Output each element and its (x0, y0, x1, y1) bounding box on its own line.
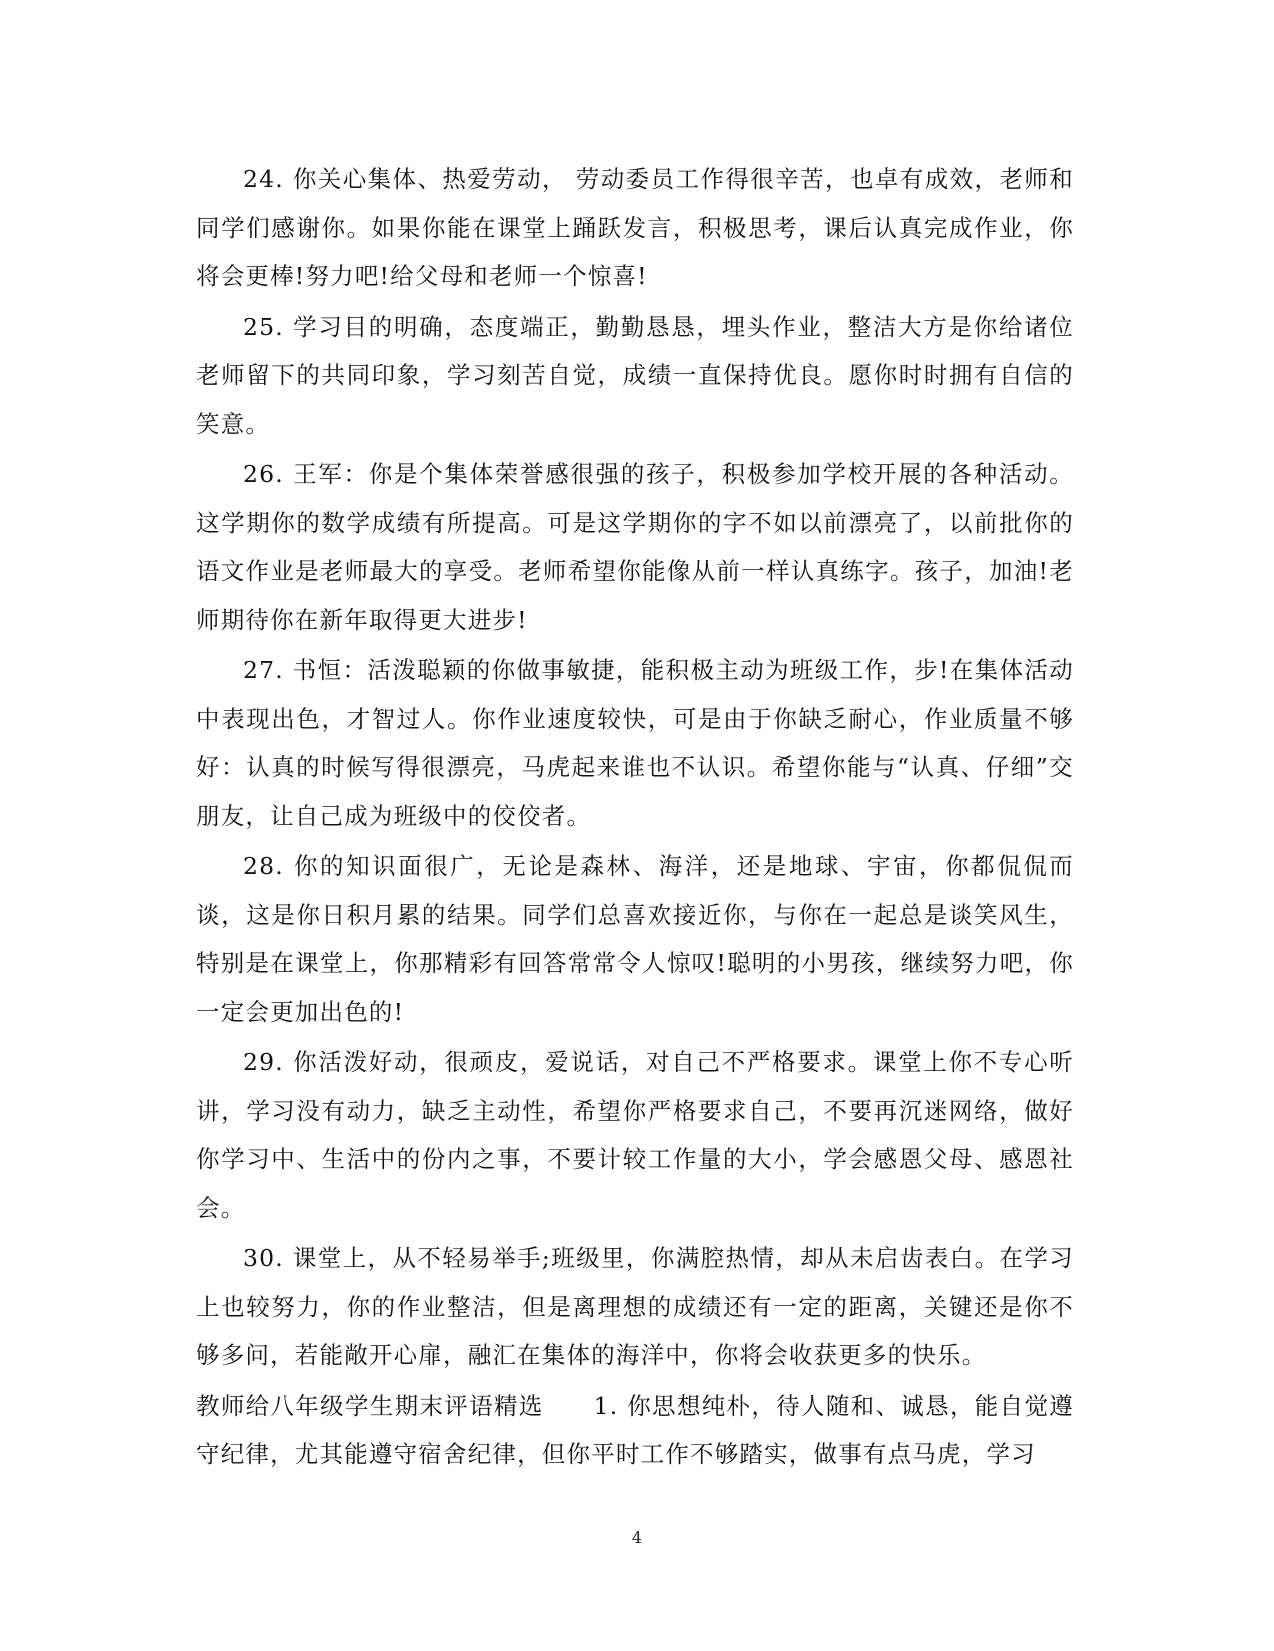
document-body (196, 155, 1074, 1481)
page-number: 4 (631, 1528, 643, 1547)
paragraph-30: 30. 课堂上，从不轻易举手;班级里，你满腔热情，却从未启齿表白。在学习上也较努力，你的作业整洁，但是离理想的成绩还有一定的距离，关键还是你不够多问，若能敞开心扉，融汇在集体的海洋中，你将会收获更多的快乐。 (196, 1244, 1074, 1369)
paragraph-27: 27. 书恒：活泼聪颖的你做事敏捷，能积极主动为班级工作，步!在集体活动中表现出色，才智过人。你作业速度较快，可是由于你缺乏耐心，作业质量不够好：认真的时候写得很漂亮，马虎起来谁也不认识。希望你能与“认真、仔细”交朋友，让自己成为班级中的佼佼者。 (196, 656, 1074, 830)
section-heading: 教师给八年级学生期末评语精选 (196, 1391, 544, 1420)
section-paragraph (196, 1382, 1074, 1479)
paragraph-28: 28. 你的知识面很广，无论是森林、海洋，还是地球、宇宙，你都侃侃而谈，这是你日积月累的结果。同学们总喜欢接近你，与你在一起总是谈笑风生，特别是在课堂上，你那精彩有回答常常令人惊叹!聪明的小男孩，继续努力吧，你一定会更加出色的! (196, 852, 1074, 1026)
paragraph-29: 29. 你活泼好动，很顽皮，爱说话，对自己不严格要求。课堂上你不专心听讲，学习没有动力，缺乏主动性，希望你严格要求自己，不要再沉迷网络，做好你学习中、生活中的份内之事，不要计较工作量的大小，学会感恩父母、感恩社会。 (196, 1048, 1074, 1222)
paragraph-25: 25. 学习目的明确，态度端正，勤勤恳恳，埋头作业，整洁大方是你给诸位老师留下的共同印象，学习刻苦自觉，成绩一直保持优良。愿你时时拥有自信的笑意。 (196, 312, 1074, 438)
section-item-1: 1. 你思想纯朴，待人随和、诚恳，能自觉遵守纪律，尤其能遵守宿舍纪律，但你平时工作不够踏实，做事有点马虎，学习 (196, 1391, 1074, 1468)
paragraph-24: 24. 你关心集体、热爱劳动， 劳动委员工作得很辛苦，也卓有成效，老师和同学们感谢你。如果你能在课堂上踊跃发言，积极思考，课后认真完成作业，你将会更棒!努力吧!给父母和老师一个惊喜! (196, 165, 1074, 290)
paragraph-26: 26. 王军：你是个集体荣誉感很强的孩子，积极参加学校开展的各种活动。这学期你的数学成绩有所提高。可是这学期你的字不如以前漂亮了，以前批你的语文作业是老师最大的享受。老师希望你能像从前一样认真练字。孩子，加油!老师期待你在新年取得更大进步! (196, 460, 1074, 634)
